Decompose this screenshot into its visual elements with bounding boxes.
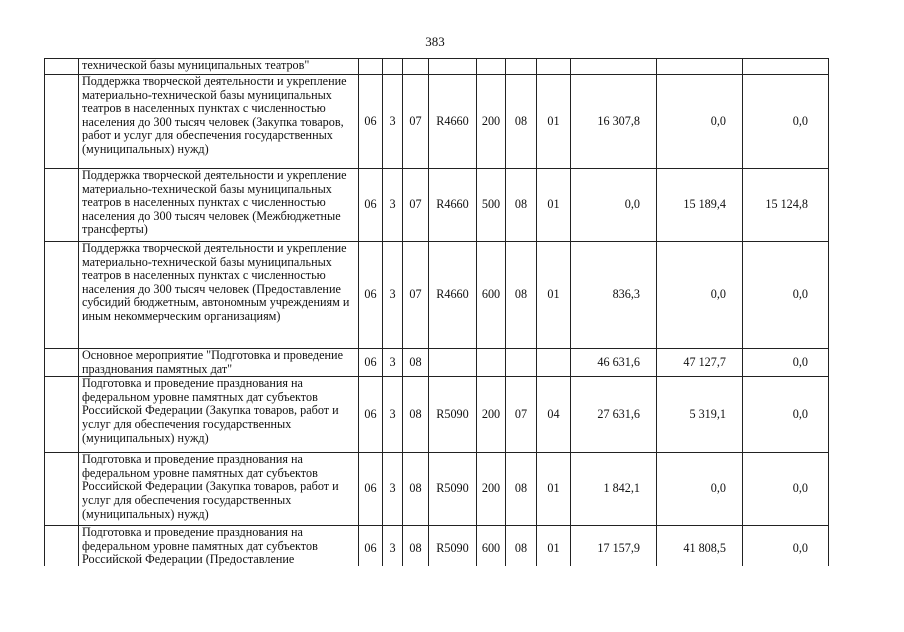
amount-year3-cell: 0,0 [743,526,829,606]
amount-year1-cell: 17 157,9 [571,526,657,606]
row-index-cell [45,169,79,242]
table-row [45,59,829,75]
om-cell: 08 [403,526,429,606]
direction-cell [429,349,477,377]
subsection-cell [537,59,571,75]
om-cell [403,59,429,75]
om-cell: 07 [403,242,429,349]
table-row [45,349,829,377]
subsection-cell: 01 [537,526,571,606]
direction-cell: R4660 [429,75,477,169]
name-cell: Поддержка творческой деятельности и укрепление материально-технической базы муниципальных театров в населенных пунктах с численностью населения до 300 тысяч человек (Предоставление субсидий бюджетным, автономным учреждениям и иным некоммерческим организациям) [79,242,359,349]
direction-cell: R4660 [429,242,477,349]
pp-cell: 3 [383,349,403,377]
pp-cell: 3 [383,453,403,526]
direction-cell [429,59,477,75]
page-bottom-margin [0,566,904,632]
pp-cell: 3 [383,377,403,453]
section-cell: 08 [506,242,537,349]
table-row [45,75,829,169]
om-cell: 07 [403,75,429,169]
pp-cell: 3 [383,242,403,349]
subsection-cell: 01 [537,169,571,242]
expense-type-cell: 200 [477,453,506,526]
page-number: 383 [425,34,445,49]
name-cell: Основное мероприятие "Подготовка и проведение празднования памятных дат" [79,349,359,377]
row-index-cell [45,453,79,526]
direction-cell: R5090 [429,453,477,526]
table-row [45,169,829,242]
amount-year3-cell: 15 124,8 [743,169,829,242]
amount-year2-cell [657,59,743,75]
row-index-cell [45,75,79,169]
amount-year1-cell: 16 307,8 [571,75,657,169]
amount-year3-cell: 0,0 [743,242,829,349]
om-cell: 08 [403,349,429,377]
expense-type-cell: 200 [477,75,506,169]
amount-year2-cell: 0,0 [657,453,743,526]
name-cell: Подготовка и проведение празднования на федеральном уровне памятных дат субъектов Российской Федерации (Закупка товаров, работ и услуг для обеспечения государственных (муниципальных) нужд) [79,453,359,526]
pp-cell: 3 [383,75,403,169]
name-cell: технической базы муниципальных театров" [79,59,359,75]
gp-cell: 06 [359,242,383,349]
amount-year3-cell: 0,0 [743,453,829,526]
amount-year1-cell: 836,3 [571,242,657,349]
amount-year1-cell: 46 631,6 [571,349,657,377]
amount-year2-cell: 0,0 [657,75,743,169]
amount-year2-cell: 47 127,7 [657,349,743,377]
table-row [45,242,829,349]
pp-cell: 3 [383,169,403,242]
gp-cell: 06 [359,453,383,526]
pp-cell: 3 [383,526,403,606]
expense-type-cell: 600 [477,526,506,606]
gp-cell [359,59,383,75]
om-cell: 07 [403,169,429,242]
section-cell [506,59,537,75]
section-cell: 08 [506,75,537,169]
section-cell [506,349,537,377]
gp-cell: 06 [359,349,383,377]
name-cell: Подготовка и проведение празднования на федеральном уровне памятных дат субъектов Российской Федерации (Предоставление [79,526,359,606]
amount-year1-cell: 0,0 [571,169,657,242]
section-cell: 08 [506,169,537,242]
expense-type-cell [477,349,506,377]
direction-cell: R4660 [429,169,477,242]
gp-cell: 06 [359,169,383,242]
table-row [45,453,829,526]
name-cell: Поддержка творческой деятельности и укрепление материально-технической базы муниципальных театров в населенных пунктах с численностью населения до 300 тысяч человек (Межбюджетные трансферты) [79,169,359,242]
subsection-cell: 01 [537,453,571,526]
subsection-cell: 04 [537,377,571,453]
subsection-cell [537,349,571,377]
om-cell: 08 [403,453,429,526]
amount-year2-cell: 15 189,4 [657,169,743,242]
amount-year3-cell: 0,0 [743,377,829,453]
subsection-cell: 01 [537,242,571,349]
expense-type-cell [477,59,506,75]
gp-cell: 06 [359,377,383,453]
row-index-cell [45,242,79,349]
expense-type-cell: 200 [477,377,506,453]
amount-year3-cell: 0,0 [743,349,829,377]
direction-cell: R5090 [429,377,477,453]
gp-cell: 06 [359,75,383,169]
section-cell: 07 [506,377,537,453]
amount-year2-cell: 5 319,1 [657,377,743,453]
name-cell: Подготовка и проведение празднования на федеральном уровне памятных дат субъектов Российской Федерации (Закупка товаров, работ и услуг для обеспечения государственных (муниципальных) нужд) [79,377,359,453]
section-cell: 08 [506,526,537,606]
budget-table [44,58,829,606]
pp-cell [383,59,403,75]
table-row [45,377,829,453]
section-cell: 08 [506,453,537,526]
amount-year1-cell: 27 631,6 [571,377,657,453]
row-index-cell [45,59,79,75]
subsection-cell: 01 [537,75,571,169]
gp-cell: 06 [359,526,383,606]
name-cell: Поддержка творческой деятельности и укрепление материально-технической базы муниципальных театров в населенных пунктах с численностью населения до 300 тысяч человек (Закупка товаров, работ и услуг для обеспечения государственных (муниципальных) нужд) [79,75,359,169]
amount-year3-cell: 0,0 [743,75,829,169]
amount-year1-cell: 1 842,1 [571,453,657,526]
expense-type-cell: 600 [477,242,506,349]
amount-year2-cell: 0,0 [657,242,743,349]
direction-cell: R5090 [429,526,477,606]
row-index-cell [45,377,79,453]
row-index-cell [45,349,79,377]
om-cell: 08 [403,377,429,453]
amount-year2-cell: 41 808,5 [657,526,743,606]
amount-year3-cell [743,59,829,75]
expense-type-cell: 500 [477,169,506,242]
amount-year1-cell [571,59,657,75]
